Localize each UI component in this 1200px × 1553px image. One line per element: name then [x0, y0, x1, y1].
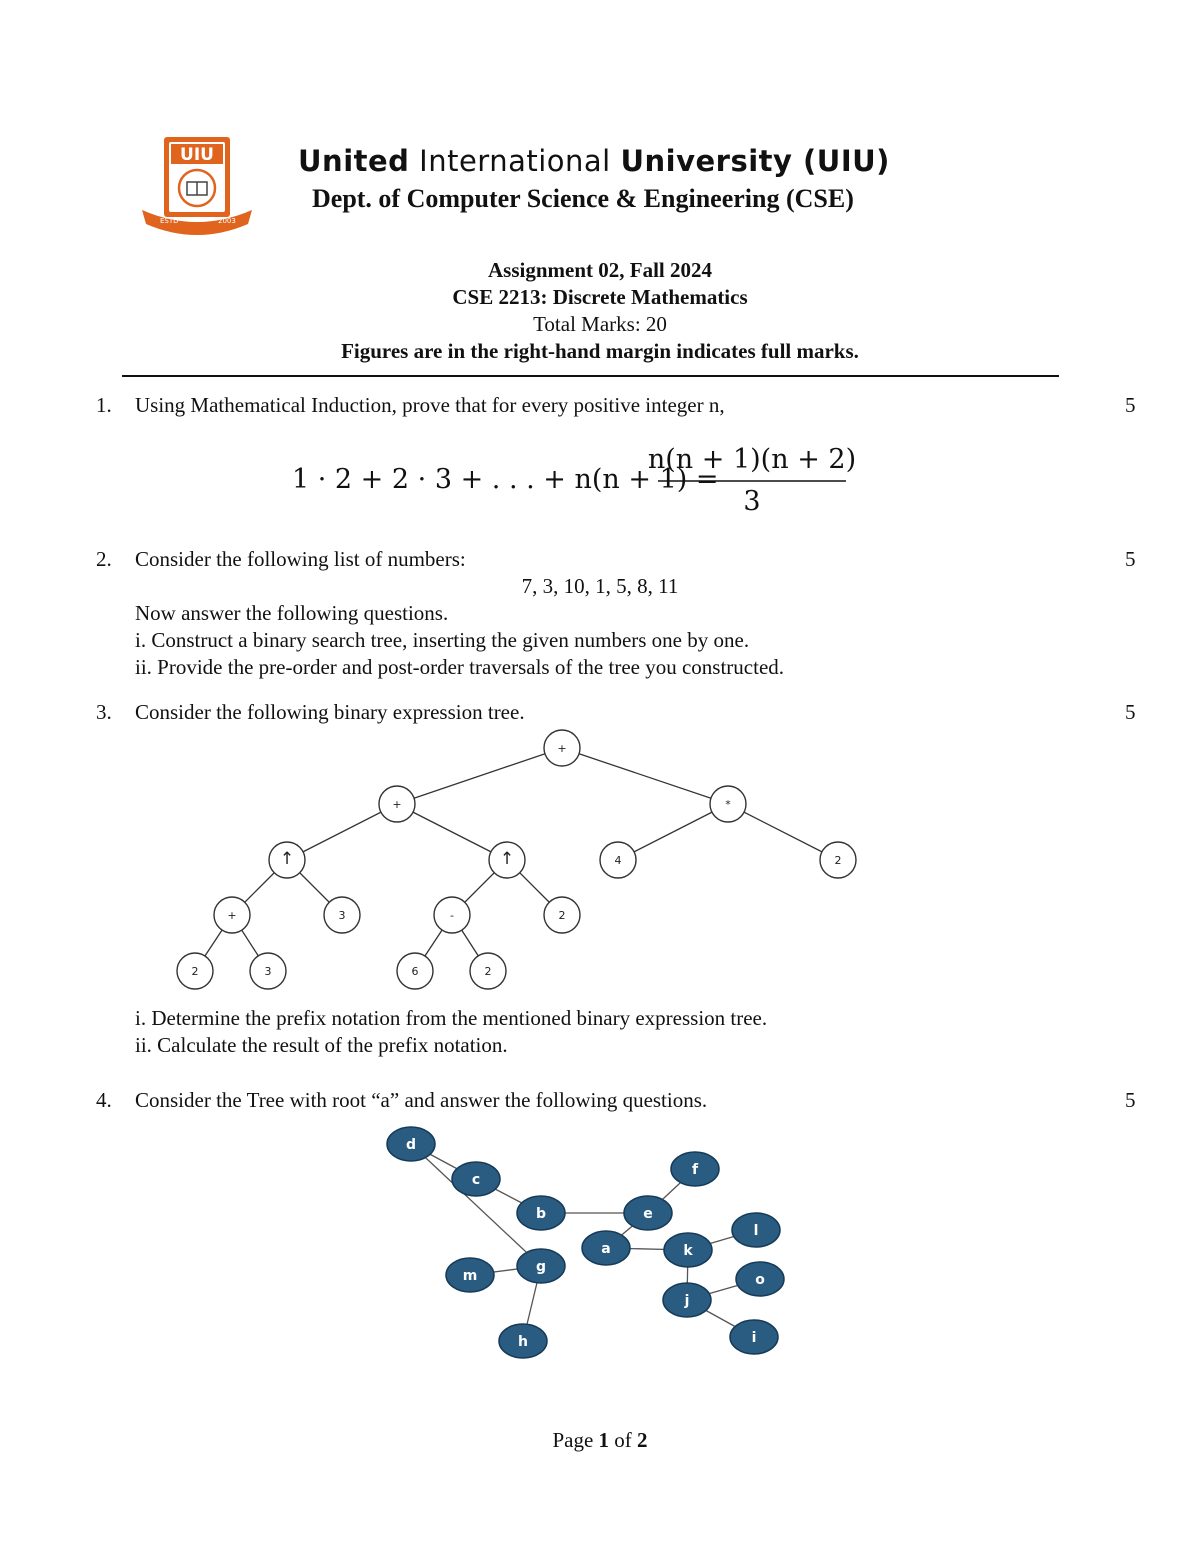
footer-of-word: of	[614, 1428, 632, 1452]
q3-marks: 5	[1125, 700, 1136, 724]
binary-expression-tree	[160, 728, 880, 998]
title-part2: International	[419, 144, 611, 178]
tree-node-label: 2	[191, 965, 199, 978]
tree-node-label: 2	[834, 854, 842, 867]
tree-node	[397, 953, 433, 989]
footer-page-word: Page	[552, 1428, 594, 1452]
graph-node-e	[624, 1196, 672, 1230]
title-part1: United	[298, 144, 410, 178]
graph-node-h	[499, 1324, 547, 1358]
tree-node	[544, 730, 580, 766]
graph-node-l	[732, 1213, 780, 1247]
q3-number: 3.	[96, 700, 112, 724]
graph-node-label: l	[753, 1223, 759, 1239]
induction-formula	[290, 438, 860, 528]
q4-marks: 5	[1125, 1088, 1136, 1112]
tree-node	[600, 842, 636, 878]
formula-numerator: n(n + 1)(n + 2)	[647, 444, 857, 475]
q4-number: 4.	[96, 1088, 112, 1112]
graph-node-d	[387, 1127, 435, 1161]
tree-node	[324, 897, 360, 933]
tree-node	[269, 842, 305, 878]
tree-node-label: *	[725, 798, 731, 811]
q1-text: Using Mathematical Induction, prove that for every positive integer n,	[135, 393, 725, 417]
marks-note: Figures are in the right-hand margin indicates full marks.	[341, 339, 859, 363]
tree-node	[820, 842, 856, 878]
graph-node-label: j	[684, 1293, 690, 1309]
university-title	[298, 144, 890, 178]
assignment-title: Assignment 02, Fall 2024	[487, 258, 712, 282]
q2-text: Consider the following list of numbers:	[135, 547, 466, 571]
graph-node-label: a	[601, 1241, 611, 1257]
q2-line2: i. Construct a binary search tree, inserting the given numbers one by one.	[135, 628, 750, 652]
tree-node	[177, 953, 213, 989]
tree-node	[710, 786, 746, 822]
graph-node-label: k	[683, 1243, 693, 1259]
logo-ribbon-right: 2003	[218, 217, 236, 225]
department-title: Dept. of Computer Science & Engineering (CSE)	[312, 184, 854, 213]
header-divider	[122, 375, 1059, 377]
tree-node	[250, 953, 286, 989]
tree-node-label: ↑	[499, 849, 515, 869]
q4-text: Consider the Tree with root “a” and answer the following questions.	[135, 1088, 708, 1112]
tree-node-label: 3	[338, 909, 346, 922]
tree-node-label: 4	[614, 854, 622, 867]
graph-node-i	[730, 1320, 778, 1354]
q3-line1: i. Determine the prefix notation from the mentioned binary expression tree.	[135, 1006, 768, 1030]
tree-node	[470, 953, 506, 989]
q2-marks: 5	[1125, 547, 1136, 571]
graph-node-o	[736, 1262, 784, 1296]
university-logo	[138, 134, 256, 242]
tree-node-label: 2	[558, 909, 566, 922]
page-footer	[0, 1428, 1200, 1453]
graph-node-label: g	[535, 1259, 547, 1275]
graph-node-g	[517, 1249, 565, 1283]
graph-node-label: d	[405, 1137, 417, 1153]
tree-node-label: +	[557, 742, 567, 755]
graph-node-label: b	[535, 1206, 547, 1222]
q3-line2: ii. Calculate the result of the prefix notation.	[135, 1033, 508, 1057]
graph-node-f	[671, 1152, 719, 1186]
q2-line1: Now answer the following questions.	[135, 601, 449, 625]
graph-node-b	[517, 1196, 565, 1230]
tree-edge	[562, 748, 728, 804]
tree-node	[379, 786, 415, 822]
tree-node-label: +	[392, 798, 402, 811]
graph-node-label: c	[471, 1172, 481, 1188]
logo-ribbon-left: ESTD	[160, 217, 179, 225]
q3-text: Consider the following binary expression tree.	[135, 700, 525, 724]
tree-node-label: 2	[484, 965, 492, 978]
graph-node-c	[452, 1162, 500, 1196]
q1-marks: 5	[1125, 393, 1136, 417]
tree-node-label: ↑	[279, 849, 295, 869]
footer-page-current: 1	[598, 1428, 610, 1452]
graph-node-label: o	[755, 1272, 765, 1288]
tree-edge	[397, 748, 562, 804]
tree-node	[214, 897, 250, 933]
q1-number: 1.	[96, 393, 112, 417]
logo-text: UIU	[180, 145, 214, 165]
q2-number-list: 7, 3, 10, 1, 5, 8, 11	[521, 574, 679, 598]
tree-node-label: 3	[264, 965, 272, 978]
tree-graph	[375, 1120, 815, 1370]
formula-lhs: 1 · 2 + 2 · 3 + . . . + n(n + 1) =	[292, 464, 719, 495]
graph-node-j	[663, 1283, 711, 1317]
title-part3: University (UIU)	[620, 144, 890, 178]
formula-denominator: 3	[743, 486, 761, 517]
q2-line3: ii. Provide the pre-order and post-order traversals of the tree you constructed.	[135, 655, 785, 679]
graph-node-label: m	[462, 1268, 478, 1284]
graph-node-label: h	[518, 1334, 528, 1350]
course-title: CSE 2213: Discrete Mathematics	[452, 285, 748, 309]
tree-node-label: 6	[411, 965, 419, 978]
graph-node-label: e	[643, 1206, 653, 1222]
total-marks: Total Marks: 20	[533, 312, 667, 336]
q2-number: 2.	[96, 547, 112, 571]
graph-node-k	[664, 1233, 712, 1267]
tree-node-label: -	[450, 909, 454, 922]
tree-node-label: +	[227, 909, 237, 922]
graph-node-a	[582, 1231, 630, 1265]
footer-page-total: 2	[637, 1428, 648, 1452]
tree-node	[489, 842, 525, 878]
graph-node-label: f	[691, 1162, 699, 1178]
tree-node	[544, 897, 580, 933]
graph-node-m	[446, 1258, 494, 1292]
tree-node	[434, 897, 470, 933]
graph-node-label: i	[751, 1330, 757, 1346]
